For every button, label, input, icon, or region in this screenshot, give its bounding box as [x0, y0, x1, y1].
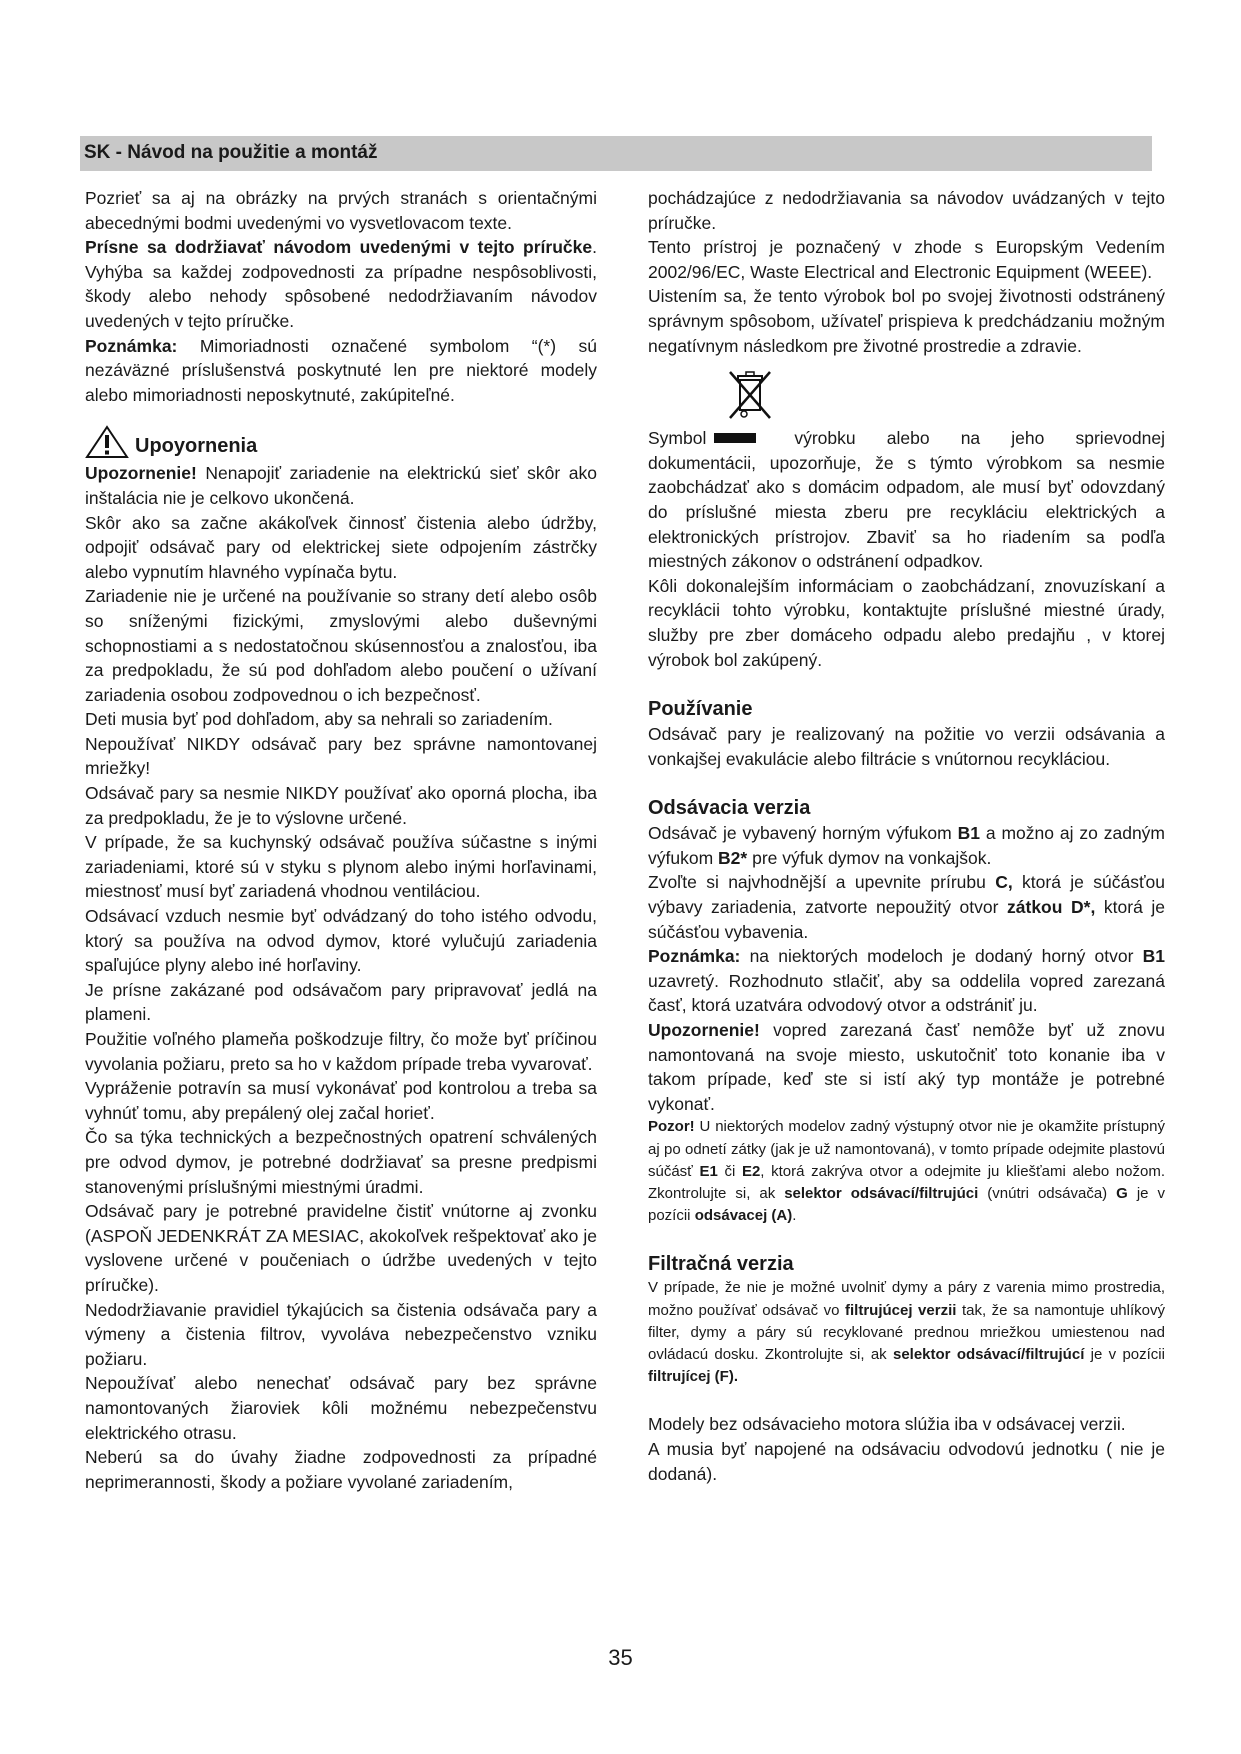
note-label-2: Poznámka:: [648, 946, 741, 967]
warning-paragraph-12: Čo sa týka technických a bezpečnostných opatrení schválených pre odvod dymov, je potrebné dodržiavať sa presne predpismi stanovenými príslušnými miestnými úradmi.: [85, 1127, 597, 1197]
note-text-a: na niektorých modeloch je dodaný horný otvor: [740, 946, 1143, 967]
continuation-paragraph: pochádzajúce z nedodržiavania sa návodov uvádzaných v tejto príručke.: [648, 188, 1165, 233]
suction-paragraph-2: [648, 870, 1165, 944]
warning-paragraph-2: Skôr ako sa začne akákoľvek činnosť čistenia alebo údržby, odpojiť odsávač pary od elektrickej siete odpojením zástrčky alebo vypnutím hlavného vypínača bytu.: [85, 512, 597, 582]
warning-paragraph-5: Nepoužívať NIKDY odsávač pary bez správne namontovanej mriežky!: [85, 733, 597, 779]
intro-paragraph: Pozrieť sa aj na obrázky na prvých stranách s orientačnými abecednými bodmi uvedenými vo vysvetlovacom texte.: [85, 188, 597, 233]
warning-paragraph-8: Odsávací vzduch nesmie byť odvádzaný do toho istého odvodu, ktorý sa používa na odvod dymov, ktoré vylučujú zariadenia spaľujúce plyny alebo iné horľaviny.: [85, 906, 597, 976]
suction-position-label: odsávacej (A): [694, 1207, 793, 1225]
suction-text-a: Odsávač je vybavený horným výfukom: [648, 823, 958, 844]
suction-title: Odsávacia verzia: [648, 797, 811, 820]
symbol-word: Symbol: [648, 428, 707, 449]
e1-label: E1: [699, 1162, 718, 1180]
warning-paragraph-11: Vypráženie potravín sa musí vykonávať pod kontrolou a treba sa vyhnúť tomu, aby prepálený olej začal horieť.: [85, 1078, 597, 1123]
warnings-title: Upoyornenia: [135, 435, 258, 458]
b1-label: B1: [957, 823, 980, 844]
crossed-wheelie-bin-icon: [728, 370, 772, 422]
caution-text-b: či: [717, 1162, 742, 1180]
selector-label: selektor odsávací/filtrujúci: [784, 1185, 979, 1203]
warning-paragraph-9: Je prísne zakázané pod odsávačom pary pripravovať jedlá na plameni.: [85, 979, 597, 1025]
symbol-line: [648, 426, 1165, 451]
filter-text-a: V prípade, že nie je možné uvolniť dymy a páry z varenia mimo prostredia, možno používať odsávač vo: [648, 1279, 1165, 1319]
note-label: Poznámka:: [85, 335, 178, 356]
e2-label: E2: [741, 1162, 761, 1180]
filter-paragraph: [648, 1277, 1165, 1388]
filter-text-b: tak, že sa namontuje uhlíkový filter, dymy a páry sú recyklované prednou mriežkou umiestenou nad ovládacú dosku. Zkontrolujte si, ak: [648, 1301, 1165, 1364]
suction-text-d: pre výfuk dymov na vonkajšok.: [747, 847, 992, 868]
models-paragraph-1: Modely bez odsávacieho motora slúžia iba v odsávacej verzii.: [648, 1414, 1126, 1435]
usage-title: Používanie: [648, 698, 753, 721]
warning-paragraph-14: Nedodržiavanie pravidiel týkajúcich sa čistenia odsávača pary a výmeny a čistenia filtrov, vyvoláva nebezpečenstvo vzniku požiaru.: [85, 1299, 597, 1369]
warning-paragraph-1: [85, 461, 597, 510]
d-label: zátkou D*,: [1007, 897, 1096, 918]
weee-paragraph: Tento prístroj je poznačený v zhode s Europským Vedením 2002/96/EC, Waste Electrical and Electronic Equipment (WEEE).: [648, 237, 1165, 282]
suction-paragraph-5: [648, 1116, 1165, 1227]
caution-label: Pozor!: [648, 1118, 695, 1136]
flange-text-a: Zvoľte si najvhodnější a upevnite prírubu: [648, 872, 996, 893]
caution-text-end: .: [792, 1207, 797, 1225]
warning-text-2: vopred zarezaná časť nemôže byť už znovu namontovaná na svoje miesto, uskutočniť toto konanie iba v takom prípade, keď ste si istí aký typ montáže je potrebné vykonať.: [648, 1020, 1165, 1114]
filter-text-c: je v pozícii: [1084, 1346, 1165, 1364]
filter-position-label: filtrujícej (F).: [648, 1368, 738, 1386]
note-paragraph: [85, 334, 597, 408]
more-info-paragraph: Kôli dokonalejším informáciam o zaobchádzaní, znovuzískaní a recyklácii tohto výrobku, kontaktujte príslušné miestné úrady, služby pre zber domáceho odpadu alebo predajňu , v ktorej výrobok bol zakúpený.: [648, 575, 1165, 670]
warning-triangle-icon: [85, 425, 129, 459]
g-label: G: [1116, 1185, 1128, 1203]
suction-paragraph-1: [648, 821, 1165, 870]
usage-paragraph: Odsávač pary je realizovaný na požitie vo verzii odsávania a vonkajšej evakulácie alebo filtrácie s vnútornou recykláciou.: [648, 724, 1165, 769]
note-text: Mimoriadnosti označené symbolom “(*) sú nezáväzné príslušenstvá poskytnuté len pre niektoré modely alebo mimoriadnosti neposkytnuté, zakúpiteľné.: [85, 335, 597, 405]
strict-compliance-text: . Vyhýba sa každej zodpovednosti za prípadne nespôsoblivosti, škody alebo nehody spôsobené nedodržiavaním návodov uvedených v tejto príručke.: [85, 237, 597, 331]
warning-paragraph-6: Odsávač pary sa nesmie NIKDY používať ako oporná plocha, iba za predpokladu, že je to výslovne určené.: [85, 783, 597, 828]
suction-paragraph-4: [648, 1018, 1165, 1116]
caution-text-a: U niektorých modelov zadný výstupný otvor nie je okamžite prístupný aj po odnetí zátky (jak je už namontovaná), v tomto prípade odejmite plastovú súčásť: [648, 1118, 1165, 1180]
note-text-b: uzavretý. Rozhodnuto stlačiť, aby sa oddelila vopred zarezaná časť, ktorá uzatvára odvodový otvor a odstrániť ju.: [648, 970, 1165, 1016]
warning-paragraph-7: V prípade, že sa kuchynský odsávač používa súčastne s inými zariadeniami, ktoré sú v styku s plynom alebo inými horľavinami, miestnosť musí byť zariadená vhodnou ventiláciou.: [85, 832, 597, 902]
suction-text-c: a možno aj zo zadným výfukom: [648, 823, 1166, 868]
warning-label-2: Upozornenie!: [648, 1020, 760, 1041]
selector-label-2: selektor odsávací/filtrujúcí: [892, 1346, 1085, 1364]
strict-compliance-paragraph: [85, 235, 597, 333]
warning-paragraph-15: Nepoužívať alebo nenechať odsávač pary bez správne namontovaných žiaroviek kôli možnému nebezpečenstvu elektrického otrasu.: [85, 1373, 597, 1443]
warning-label: Upozornenie!: [85, 463, 197, 484]
models-paragraph-2: A musia byť napojené na odsávaciu odvodovú jednotku ( nie je dodaná).: [648, 1439, 1165, 1484]
disposal-paragraph: Uistením sa, že tento výrobok bol po svojej životnosti odstránený správnym spôsobom, užívateľ prispieva k predchádzaniu možným negatívnym následkom pre životné prostredie a zdravie.: [648, 286, 1165, 356]
symbol-paragraph: dokumentácii, upozorňuje, že s týmto výrobkom sa nesmie zaobchádzať ako s domácim odpadom, ale musí byť odovzdaný do príslušné miesta zberu pre recykláciu elektrických a elektronických prístrojov. Zbaviť sa ho riadením sa podľa miestných zákonov o odstránení odpadkov.: [648, 452, 1165, 572]
warning-text-1: Nenapojiť zariadenie na elektrickú sieť skôr ako inštalácia nie je celkovo ukončená.: [85, 463, 597, 508]
warnings-heading-row: [85, 425, 597, 459]
warning-paragraph-13: Odsávač pary je potrebné pravidelne čistiť vnútorne aj zvonku (ASPOŇ JEDENKRÁT ZA MESIAC, akokoľvek rešpektovať ako je vyslovene určené v poučeniach o údržbe uvedených v tejto príručke).: [85, 1201, 597, 1295]
page-number: 35: [608, 1645, 633, 1670]
left-column: [85, 186, 597, 1494]
right-column: [648, 186, 1165, 1486]
filter-version-label: filtrujúcej verzii: [845, 1301, 957, 1319]
suction-paragraph-3: [648, 944, 1165, 1018]
c-label: C,: [995, 872, 1013, 893]
caution-text-d: (vnútri odsávača): [978, 1185, 1117, 1203]
flange-text-e: ktorá je súčásťou vybavenia.: [648, 897, 1165, 942]
strict-compliance-bold: Prísne sa dodržiavať návodom uvedenými v tejto príručke: [85, 237, 593, 258]
bin-icon-wrap: [648, 370, 1165, 426]
warning-paragraph-16: Neberú sa do úvahy žiadne zodpovednosti za prípadné neprimerannosti, škody a požiare vyvolané zariadením,: [85, 1447, 597, 1492]
b1-label-2: B1: [1142, 946, 1165, 967]
warning-paragraph-3: Zariadenie nie je určené na používanie so strany detí alebo osôb so sníženými fizickými, zmyslovými alebo duševnými schopnostiami a s nedostatočnou skúsennosťou a znalosťou, iba za predpokladu, že sú pod dohľadom alebo poučení o užívaní zariadenia osobou zodpovednou o ich bezpečnosť.: [85, 586, 597, 705]
b2-label: B2*: [718, 847, 748, 868]
black-bar-icon: [714, 433, 756, 443]
filter-title: Filtračná verzia: [648, 1253, 794, 1276]
caution-text-c: , ktorá zakrýva otvor a odejmite ju kliešťami alebo nožom. Zkontrolujte si, ak: [648, 1162, 1165, 1203]
header-band: [80, 136, 1152, 171]
warning-paragraph-10: Použitie voľného plameňa poškodzuje filtry, čo može byť príčinou vyvolania požiaru, preto sa ho v každom prípade treba vyvarovať.: [85, 1029, 597, 1074]
caution-text-f: je v pozícii: [648, 1185, 1165, 1225]
symbol-after: výrobku alebo na jeho sprievodnej: [794, 428, 1165, 449]
flange-text-b: ktorá je súčásťou výbavy zariadenia, zatvorte nepoužitý otvor: [648, 872, 1165, 918]
page-title: SK - Návod na použitie a montáž: [84, 142, 378, 163]
warning-paragraph-4: Deti musia byť pod dohľadom, aby sa nehrali so zariadením.: [85, 709, 553, 730]
